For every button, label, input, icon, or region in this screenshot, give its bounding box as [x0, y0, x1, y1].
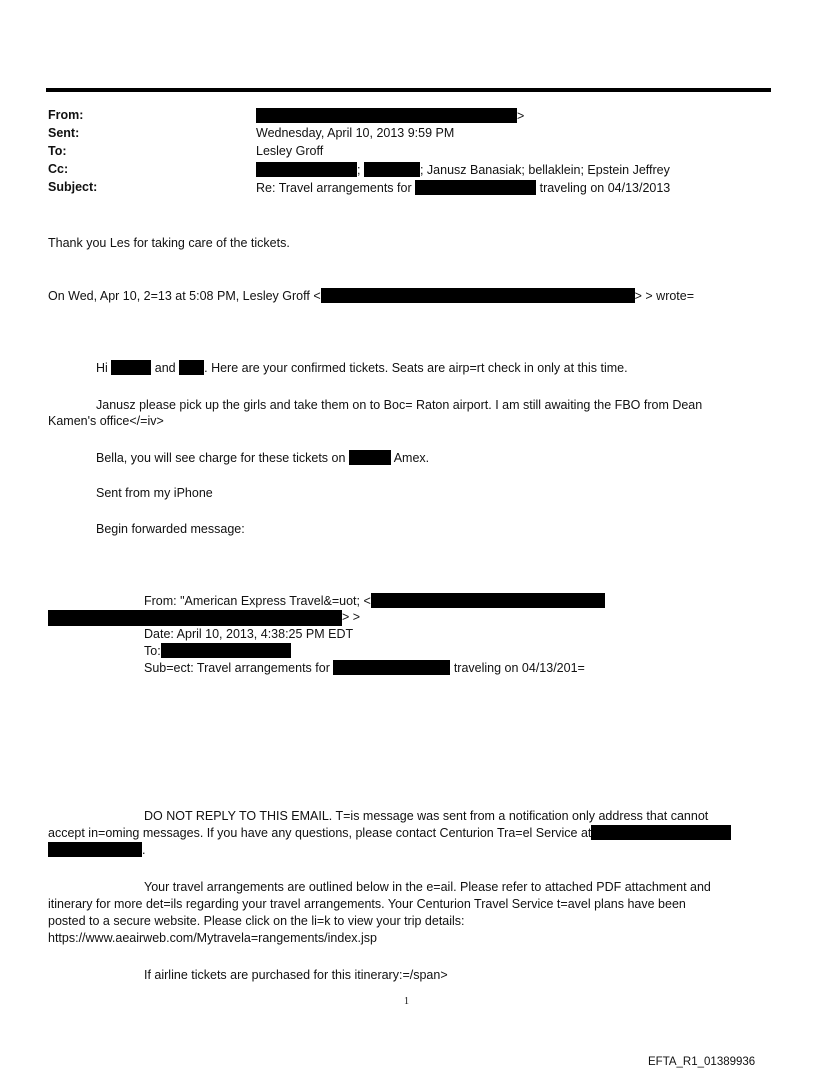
redaction: [333, 660, 450, 675]
itinerary-line-1: Your travel arrangements are outlined below in the e=ail. Please refer to attached PDF attachment and: [144, 880, 711, 894]
redaction: [256, 162, 357, 177]
bella-line: Bella, you will see charge for these tickets on Amex.: [96, 451, 430, 465]
header-rule: [46, 88, 771, 92]
redaction: [48, 842, 142, 857]
hi-line: Hi and . Here are your confirmed tickets. Seats are airp=rt check in only at this time.: [96, 361, 628, 375]
begin-forwarded-line: Begin forwarded message:: [96, 522, 245, 536]
janusz-line-2: Kamen's office</=iv>: [48, 414, 164, 428]
page-number: 1: [404, 996, 409, 1007]
fwd-to-line: To:: [144, 643, 291, 660]
redaction: [415, 180, 536, 195]
redaction: [591, 825, 731, 840]
fwd-from-line: From: "American Express Travel&=uot; <: [144, 593, 605, 610]
from-value: >: [256, 108, 524, 123]
airline-line: If airline tickets are purchased for this itinerary:=/span>: [144, 968, 448, 982]
janusz-line-1: Janusz please pick up the girls and take them on to Boc= Raton airport. I am still awaiting the FBO from Dean: [96, 398, 703, 412]
trip-link[interactable]: https://www.aeairweb.com/Mytravela=rangements/index.jsp: [48, 931, 377, 945]
redaction: [111, 360, 151, 375]
sent-label: Sent:: [48, 126, 80, 140]
document-id: EFTA_R1_01389936: [648, 1056, 756, 1068]
fwd-subject-line: Sub=ect: Travel arrangements for traveling on 04/13/201=: [144, 661, 585, 675]
redaction: [371, 593, 605, 608]
itinerary-line-2: itinerary for more det=ils regarding your travel arrangements. Your Centurion Travel Service t=avel plans have been: [48, 897, 686, 911]
redaction: [349, 450, 391, 465]
cc-value: ; ; Janusz Banasiak; bellaklein; Epstein Jeffrey: [256, 162, 670, 177]
fwd-date-line: Date: April 10, 2013, 4:38:25 PM EDT: [144, 627, 354, 641]
redaction: [161, 643, 291, 658]
to-value: Lesley Groff: [256, 144, 324, 158]
notice-line-1: DO NOT REPLY TO THIS EMAIL. T=is message was sent from a notification only address that cannot: [144, 809, 709, 823]
redaction: [321, 288, 635, 303]
fwd-from-cont: > >: [342, 610, 361, 624]
itinerary-line-3: posted to a secure website. Please click on the li=k to view your trip details:: [48, 914, 465, 928]
subject-value: Re: Travel arrangements for traveling on 04/13/2013: [256, 181, 671, 195]
notice-line-3: .: [48, 842, 145, 859]
sent-value: Wednesday, April 10, 2013 9:59 PM: [256, 126, 455, 140]
redaction: [364, 162, 420, 177]
redaction: [256, 108, 517, 123]
subject-label: Subject:: [48, 180, 98, 194]
sent-from-line: Sent from my iPhone: [96, 486, 213, 500]
to-label: To:: [48, 144, 67, 158]
notice-line-2: accept in=oming messages. If you have any questions, please contact Centurion Tra=el Service at: [48, 825, 731, 842]
redaction: [179, 360, 204, 375]
cc-label: Cc:: [48, 162, 69, 176]
redaction: [48, 610, 342, 626]
quote-intro: On Wed, Apr 10, 2=13 at 5:08 PM, Lesley Groff < > > wrote=: [48, 289, 695, 303]
from-label: From:: [48, 108, 84, 122]
thanks-line: Thank you Les for taking care of the tickets.: [48, 236, 290, 250]
